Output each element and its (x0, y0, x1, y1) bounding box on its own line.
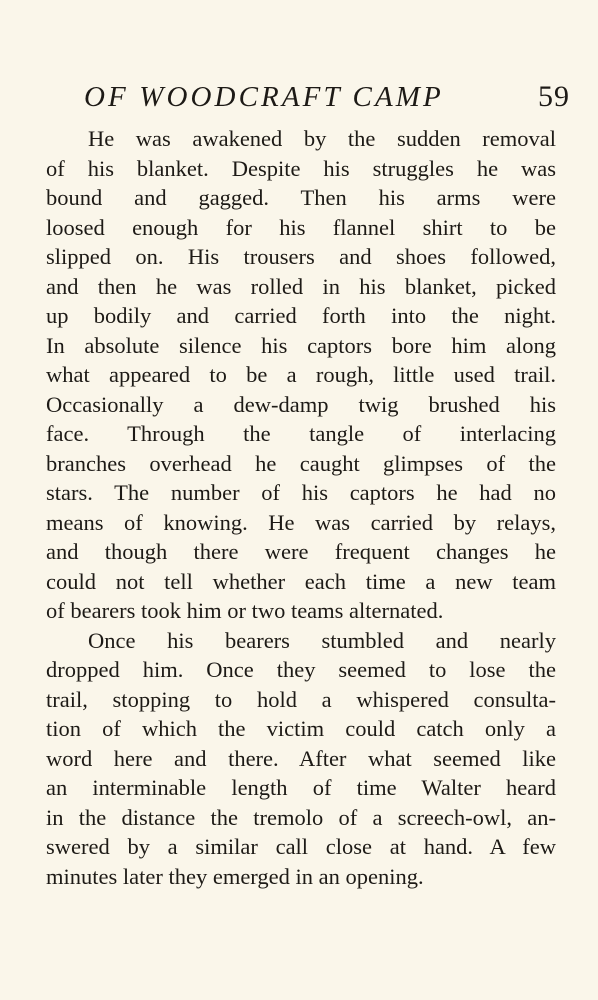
text-line: Occasionally a dew-damp twig brushed his (46, 391, 556, 417)
text-line: and though there were frequent changes he (46, 539, 556, 564)
text-line: of his blanket. Despite his struggles he was (46, 155, 556, 181)
page-header (84, 76, 570, 118)
text-line: word here and there. After what seemed like (46, 745, 556, 771)
text-line: trail, stopping to hold a whispered consulta- (46, 686, 556, 712)
text-line: Once his bearers stumbled and nearly (88, 627, 556, 653)
text-line: means of knowing. He was carried by relays, (46, 509, 556, 535)
text-line: stars. The number of his captors he had no (46, 480, 556, 505)
running-head: OF WOODCRAFT CAMP (84, 81, 444, 113)
text-line: dropped him. Once they seemed to lose the (46, 657, 556, 682)
body-text (46, 124, 556, 891)
text-line: what appeared to be a rough, little used trail. (46, 362, 556, 387)
text-line: loosed enough for his flannel shirt to be (46, 214, 556, 240)
text-line: tion of which the victim could catch only a (46, 716, 556, 741)
text-line: could not tell whether each time a new team (46, 568, 556, 594)
text-line: up bodily and carried forth into the night. (46, 303, 556, 328)
text-line: slipped on. His trousers and shoes followed, (46, 244, 556, 269)
text-line: an interminable length of time Walter heard (46, 775, 556, 800)
text-line: minutes later they emerged in an opening. (46, 863, 424, 889)
text-line: in the distance the tremolo of a screech-owl, an- (46, 804, 556, 830)
text-line: bound and gagged. Then his arms were (46, 185, 556, 210)
text-line: In absolute silence his captors bore him along (46, 332, 556, 358)
text-line: He was awakened by the sudden removal (88, 126, 556, 151)
text-line: and then he was rolled in his blanket, picked (46, 273, 556, 299)
page-number: 59 (538, 80, 570, 113)
text-line: of bearers took him or two teams alternated. (46, 598, 444, 623)
text-line: branches overhead he caught glimpses of the (46, 450, 556, 476)
text-line: swered by a similar call close at hand. A few (46, 834, 556, 859)
text-line: face. Through the tangle of interlacing (46, 421, 556, 446)
